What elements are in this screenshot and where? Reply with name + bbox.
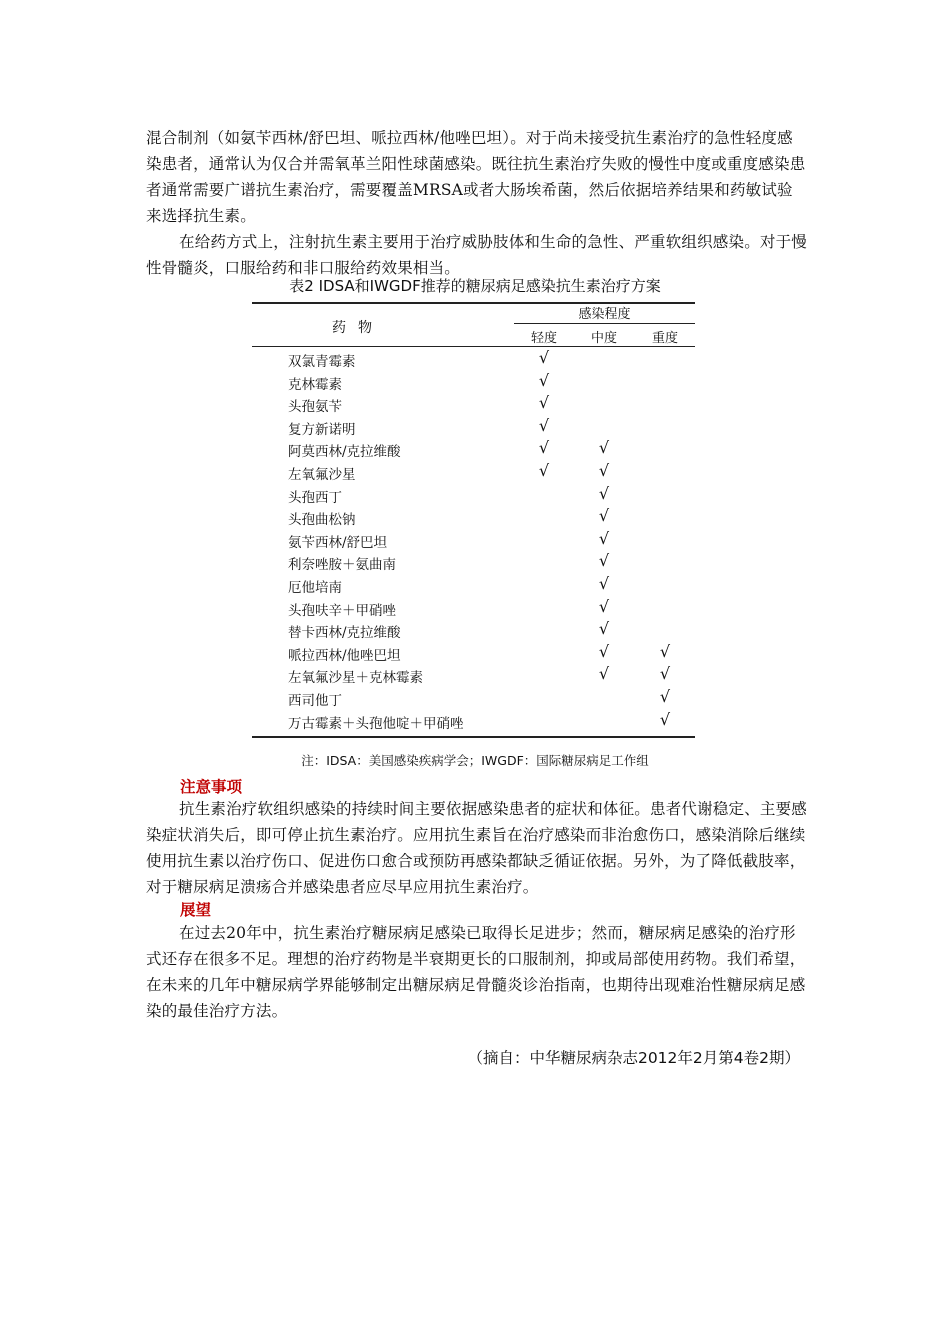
precautions-paragraph: 抗生素治疗软组织感染的持续时间主要依据感染患者的症状和体征。患者代谢稳定、主要感染症状消失后，即可停止抗生素治疗。应用抗生素旨在治疗感染而非治愈伤口，感染消除后继续使用抗生素以治疗伤口、促进伤口愈合或预防再感染都缺乏循证依据。另外，为了降低截肢率，对于糖尿病足溃疡合并感染患者应尽早应用抗生素治疗。 bbox=[146, 800, 808, 896]
section-title-outlook: 展望 bbox=[180, 901, 212, 919]
check-mark-mild: √ bbox=[538, 348, 550, 367]
check-mark-mild: √ bbox=[538, 461, 550, 480]
table-row bbox=[252, 348, 695, 371]
check-mark-moderate: √ bbox=[598, 596, 610, 616]
drug-name: 双氯青霉素 bbox=[288, 354, 356, 370]
header-infection-severity: 感染程度 bbox=[578, 307, 631, 322]
drug-name: 替卡西林/克拉维酸 bbox=[288, 625, 401, 642]
drug-name: 厄他培南 bbox=[288, 580, 342, 596]
check-mark-mild: √ bbox=[538, 393, 550, 413]
check-mark-moderate: √ bbox=[598, 664, 610, 684]
header-severe: 重度 bbox=[651, 331, 678, 346]
check-mark-moderate: √ bbox=[598, 528, 610, 548]
header-moderate: 中度 bbox=[590, 331, 617, 346]
drug-name: 左氧氟沙星＋克林霉素 bbox=[288, 670, 423, 687]
check-mark-moderate: √ bbox=[598, 438, 610, 458]
admin-route-paragraph: 在给药方式上，注射抗生素主要用于治疗威胁肢体和生命的急性、严重软组织感染。对于慢性骨髓炎，口服给药和非口服给药效果相当。 bbox=[146, 233, 808, 277]
check-mark-moderate: √ bbox=[598, 461, 610, 480]
drug-name: 头孢氨苄 bbox=[288, 399, 342, 416]
table-row bbox=[252, 619, 695, 642]
check-mark-moderate: √ bbox=[598, 619, 610, 639]
drug-name: 复方新诺明 bbox=[288, 421, 356, 438]
table-row bbox=[252, 461, 695, 484]
drug-name: 左氧氟沙星 bbox=[288, 467, 356, 483]
table-caption: 表2 IDSA和IWGDF推荐的糖尿病足感染抗生素治疗方案 bbox=[289, 277, 661, 295]
check-mark-severe: √ bbox=[659, 641, 671, 661]
section-title-precautions: 注意事项 bbox=[180, 778, 243, 796]
table-row bbox=[252, 438, 695, 461]
table-row bbox=[252, 574, 695, 597]
check-mark-severe: √ bbox=[659, 664, 671, 684]
check-mark-mild: √ bbox=[538, 438, 550, 458]
drug-name: 氨苄西林/舒巴坦 bbox=[288, 534, 388, 551]
check-mark-moderate: √ bbox=[598, 483, 610, 503]
drug-name: 西司他丁 bbox=[288, 693, 342, 709]
check-mark-moderate: √ bbox=[598, 551, 610, 571]
table-row bbox=[252, 416, 695, 439]
check-mark-moderate: √ bbox=[598, 574, 610, 593]
table-note: 注：IDSA：美国感染疾病学会；IWGDF：国际糖尿病足工作组 bbox=[301, 753, 649, 768]
drug-name: 利奈唑胺＋氨曲南 bbox=[288, 557, 396, 574]
check-mark-severe: √ bbox=[659, 687, 671, 706]
drug-name: 头孢西丁 bbox=[288, 489, 342, 506]
table-row bbox=[252, 393, 695, 416]
drug-name: 万古霉素＋头孢他啶＋甲硝唑 bbox=[288, 715, 464, 732]
table-row bbox=[252, 642, 695, 665]
drug-name: 克林霉素 bbox=[288, 376, 342, 393]
table-sub-rule bbox=[514, 323, 695, 324]
table-row bbox=[252, 664, 695, 687]
intro-paragraph: 混合制剂（如氨苄西林/舒巴坦、哌拉西林/他唑巴坦）。对于尚未接受抗生素治疗的急性轻度感染患者，通常认为仅合并需氧革兰阳性球菌感染。既往抗生素治疗失败的慢性中度或重度感染患者通常需要广谱抗生素治疗，需要覆盖MRSA或者大肠埃希菌，然后依据培养结果和药敏试验来选择抗生素。 bbox=[146, 129, 806, 225]
table-row bbox=[252, 371, 695, 394]
table-row bbox=[252, 551, 695, 574]
drug-name: 哌拉西林/他唑巴坦 bbox=[288, 647, 401, 664]
drug-name: 阿莫西林/克拉维酸 bbox=[288, 444, 401, 461]
table-row bbox=[252, 710, 695, 733]
check-mark-mild: √ bbox=[538, 370, 550, 390]
source-citation: （摘自：中华糖尿病杂志2012年2月第4卷2期） bbox=[467, 1049, 800, 1067]
table-row bbox=[252, 529, 695, 552]
table-row bbox=[252, 484, 695, 507]
drug-name: 头孢曲松钠 bbox=[288, 512, 356, 529]
header-drug: 药物 bbox=[332, 320, 384, 336]
table-row bbox=[252, 506, 695, 529]
check-mark-moderate: √ bbox=[598, 641, 610, 661]
table-row bbox=[252, 597, 695, 620]
header-mild: 轻度 bbox=[530, 331, 557, 346]
check-mark-mild: √ bbox=[538, 415, 550, 435]
check-mark-moderate: √ bbox=[598, 506, 610, 526]
table-header-rule bbox=[252, 346, 695, 347]
table-bottom-rule bbox=[252, 736, 695, 738]
check-mark-severe: √ bbox=[659, 709, 671, 729]
drug-name: 头孢呋辛＋甲硝唑 bbox=[288, 602, 396, 619]
table-row bbox=[252, 687, 695, 710]
outlook-paragraph: 在过去20年中，抗生素治疗糖尿病足感染已取得长足进步；然而，糖尿病足感染的治疗形式还存在很多不足。理想的治疗药物是半衰期更长的口服制剂，抑或局部使用药物。我们希望，在未来的几年中糖尿病学界能够制定出糖尿病足骨髓炎诊治指南，也期待出现难治性糖尿病足感染的最佳治疗方法。 bbox=[146, 924, 806, 1020]
